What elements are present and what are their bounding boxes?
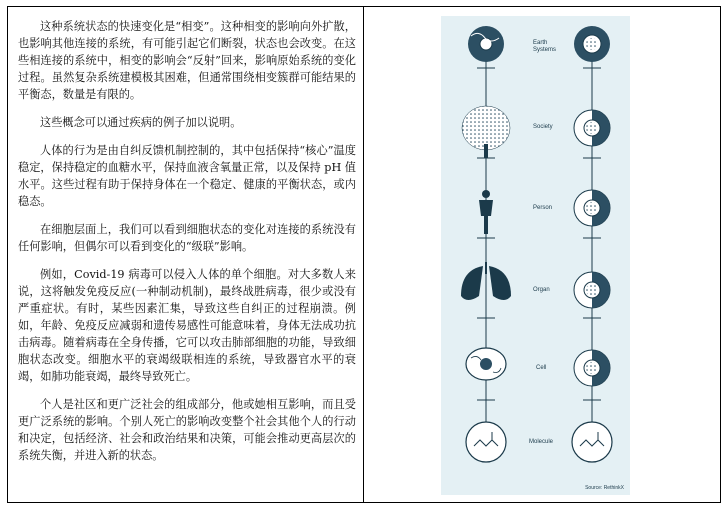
- paragraph-disease-intro: 这些概念可以通过疾病的例子加以说明。: [40, 116, 242, 129]
- label-society: Society: [533, 124, 553, 130]
- systems-diagram: [441, 16, 630, 495]
- cell-left-icon: [466, 348, 506, 380]
- society-right-icon: [574, 110, 610, 146]
- organ-right-icon: [574, 272, 610, 308]
- molecule-right-icon: [572, 422, 612, 462]
- figure-source: Source: RethinkX: [585, 485, 624, 491]
- paragraph-phase-change: 这种系统状态的快速变化是“相变”。这种相变的影响向外扩散，也影响其他连接的系统，有可能引起它们断裂，状态也会改变。在这些相连接的系统中，相变的影响会“反射”回来，影响原始系统的变化过程。虽然复杂系统建模极其困难，但通常围绕相变簇群可能结果的平衡态，数量是有限的。: [18, 20, 356, 101]
- text-column: [18, 18, 356, 475]
- label-person: Person: [533, 205, 553, 211]
- person-right-icon: [574, 190, 610, 226]
- paragraph-covid-example: 例如，Covid-19 病毒可以侵入人体的单个细胞。对大多数人来说，这将触发免疫反应(一种制动机制)，最终战胜病毒，很少或没有严重症状。有时，某些因素汇集，导致这些自纠正的过程崩溃。例如，年龄、免疫反应减弱和遗传易感性可能意味着，身体无法成功抗击病毒。随着病毒在全身传播，它可以攻击肺部细胞的功能，导致细胞状态改变。细胞水平的衰竭级联相连的系统，导致器官水平的衰竭，如肺功能衰竭，最终导致死亡。: [18, 268, 356, 383]
- paragraph-homeostasis: 人体的行为是由自纠反馈机制控制的，其中包括保持“核心”温度稳定，保持稳定的血糖水平，保持血液含氧量正常，以及保持 pH 值水平。这些过程有助于保持身体在一个稳定、健康的平衡状态，或内稳态。: [18, 144, 356, 208]
- society-left-icon: [462, 106, 510, 158]
- label-earth-systems: Earth Systems: [533, 40, 557, 53]
- person-left-icon: [479, 190, 493, 234]
- label-molecule: Molecule: [529, 439, 554, 445]
- paragraph-cell-level: 在细胞层面上，我们可以看到细胞状态的变化对连接的系统没有任何影响，但偶尔可以看到变化的“级联”影响。: [18, 223, 356, 253]
- earth-left-icon: [468, 26, 504, 62]
- earth-right-icon: [574, 26, 610, 62]
- paragraph-society: 个人是社区和更广泛社会的组成部分，他或她相互影响，而且受更广泛系统的影响。个别人死亡的影响改变整个社会其他个人的行动和决定，包括经济、社会和政治结果和决策，可能会推动更高层次的系统失衡，并进入新的状态。: [18, 398, 356, 462]
- label-organ: Organ: [533, 287, 550, 293]
- systems-figure: [441, 16, 630, 495]
- molecule-left-icon: [466, 422, 506, 462]
- label-cell: Cell: [536, 365, 547, 371]
- column-divider: [363, 6, 364, 503]
- cell-right-icon: [574, 350, 610, 386]
